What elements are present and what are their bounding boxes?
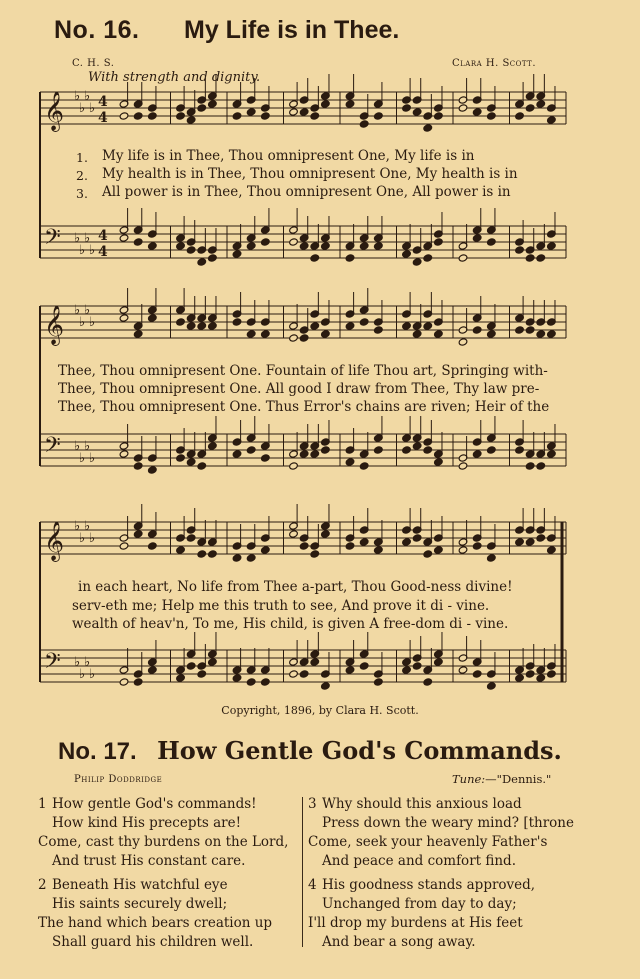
- note-head: [197, 258, 207, 266]
- note-head: [197, 322, 207, 330]
- flat-sign-icon: ♭: [89, 243, 96, 258]
- note-head: [359, 662, 369, 670]
- lyric-line: All power is in Thee, Thou omnipresent One, All power is in: [102, 184, 511, 200]
- flat-sign-icon: ♭: [74, 89, 81, 104]
- flat-sign-icon: ♭: [84, 655, 91, 670]
- poem-line: How kind His precepts are!: [52, 815, 242, 831]
- poem-line: His goodness stands approved,: [322, 877, 536, 893]
- note-head: [359, 242, 369, 250]
- bass-clef-icon: 𝄢: [44, 225, 61, 255]
- note-head: [374, 326, 384, 334]
- note-head: [176, 454, 186, 462]
- note-head: [310, 254, 320, 262]
- hymn17-author: Philip Doddridge: [74, 774, 163, 785]
- note-head: [310, 450, 320, 458]
- note-head: [536, 330, 546, 338]
- note-head: [289, 108, 299, 116]
- note-head: [412, 108, 422, 116]
- note-head: [423, 254, 433, 262]
- poem-line: Unchanged from day to day;: [322, 896, 517, 912]
- flat-sign-icon: ♭: [79, 667, 86, 682]
- note-head: [412, 258, 422, 266]
- note-head: [321, 530, 331, 538]
- lyric-line: Thee, Thou omnipresent One. Fountain of life Thou art, Springing with-: [58, 363, 548, 379]
- note-head: [119, 542, 129, 550]
- note-head: [345, 666, 355, 674]
- note-head: [299, 670, 309, 678]
- note-head: [232, 250, 242, 258]
- note-head: [547, 450, 557, 458]
- note-head: [176, 112, 186, 120]
- poem-line: I'll drop my burdens at His feet: [308, 915, 523, 931]
- note-head: [208, 658, 218, 666]
- note-head: [472, 450, 482, 458]
- note-head: [299, 334, 309, 342]
- poem-line: Why should this anxious load: [322, 796, 522, 812]
- flat-sign-icon: ♭: [89, 451, 96, 466]
- poem-line: The hand which bears creation up: [38, 915, 273, 931]
- note-head: [197, 104, 207, 112]
- note-head: [472, 326, 482, 334]
- note-head: [412, 330, 422, 338]
- note-head: [186, 322, 196, 330]
- note-head: [289, 334, 299, 342]
- note-head: [374, 678, 384, 686]
- note-head: [261, 454, 271, 462]
- flat-sign-icon: ♭: [79, 531, 86, 546]
- flat-sign-icon: ♭: [79, 451, 86, 466]
- note-head: [402, 104, 412, 112]
- note-head: [536, 674, 546, 682]
- poem-line: His saints securely dwell;: [52, 896, 228, 912]
- note-head: [289, 670, 299, 678]
- note-head: [176, 546, 186, 554]
- treble-clef-icon: 𝄞: [44, 91, 65, 131]
- note-head: [345, 322, 355, 330]
- note-head: [423, 124, 433, 132]
- time-signature-top: 4: [98, 94, 108, 110]
- note-head: [458, 104, 468, 112]
- poem-line: Press down the weary mind? [throne: [322, 815, 574, 831]
- note-head: [176, 242, 186, 250]
- note-head: [232, 112, 242, 120]
- note-head: [299, 450, 309, 458]
- note-head: [119, 314, 129, 322]
- note-head: [374, 546, 384, 554]
- time-signature-bottom: 4: [98, 244, 108, 260]
- note-head: [402, 538, 412, 546]
- note-head: [119, 450, 129, 458]
- note-head: [321, 100, 331, 108]
- note-head: [423, 678, 433, 686]
- note-head: [186, 458, 196, 466]
- lyric-line: in each heart, No life from Thee a-part, Thou Good-ness divine!: [78, 579, 513, 595]
- note-head: [487, 446, 497, 454]
- poem-line: And bear a song away.: [322, 934, 476, 950]
- note-head: [208, 100, 218, 108]
- flat-sign-icon: ♭: [89, 101, 96, 116]
- treble-clef-icon: 𝄞: [44, 521, 65, 561]
- note-head: [289, 238, 299, 246]
- note-head: [423, 322, 433, 330]
- note-head: [402, 322, 412, 330]
- time-signature-top: 4: [98, 228, 108, 244]
- note-head: [525, 104, 535, 112]
- note-head: [412, 442, 422, 450]
- note-head: [197, 462, 207, 470]
- note-head: [525, 326, 535, 334]
- note-head: [536, 254, 546, 262]
- hymn17-number: No. 17.: [58, 738, 137, 765]
- note-head: [525, 538, 535, 546]
- verse-number-3: 3.: [76, 186, 88, 201]
- lyric-line: My health is in Thee, Thou omnipresent One, My health is in: [102, 166, 518, 182]
- note-head: [487, 330, 497, 338]
- note-head: [148, 242, 158, 250]
- note-head: [547, 670, 557, 678]
- note-head: [359, 538, 369, 546]
- note-head: [148, 466, 158, 474]
- note-head: [133, 238, 143, 246]
- note-head: [487, 682, 497, 690]
- note-head: [119, 112, 129, 120]
- hymn16-words-credit: C. H. S.: [72, 58, 115, 69]
- note-head: [458, 666, 468, 674]
- flat-sign-icon: ♭: [74, 231, 81, 246]
- note-head: [246, 330, 256, 338]
- flat-sign-icon: ♭: [74, 655, 81, 670]
- flat-sign-icon: ♭: [79, 243, 86, 258]
- stanza-number: 1: [38, 796, 47, 812]
- note-head: [536, 100, 546, 108]
- note-head: [289, 530, 299, 538]
- note-head: [148, 666, 158, 674]
- stanza-number: 3: [308, 796, 317, 812]
- note-head: [299, 542, 309, 550]
- hymn17-tune: [452, 772, 551, 786]
- poem-line: Come, seek your heavenly Father's: [308, 834, 548, 850]
- note-head: [515, 326, 525, 334]
- note-head: [186, 662, 196, 670]
- copyright-notice: Copyright, 1896, by Clara H. Scott.: [221, 704, 419, 717]
- note-head: [487, 112, 497, 120]
- note-head: [246, 242, 256, 250]
- note-head: [321, 682, 331, 690]
- note-head: [345, 542, 355, 550]
- bass-clef-icon: 𝄢: [44, 433, 61, 463]
- note-head: [515, 674, 525, 682]
- note-head: [208, 550, 218, 558]
- note-head: [515, 446, 525, 454]
- note-head: [246, 446, 256, 454]
- flat-sign-icon: ♭: [84, 519, 91, 534]
- note-head: [133, 462, 143, 470]
- note-head: [412, 534, 422, 542]
- note-head: [208, 442, 218, 450]
- lyric-line: My life is in Thee, Thou omnipresent One, My life is in: [102, 148, 475, 164]
- tune-label: Tune:: [452, 772, 486, 786]
- note-head: [148, 314, 158, 322]
- tempo-marking: With strength and dignity.: [88, 70, 261, 85]
- note-head: [176, 318, 186, 326]
- note-head: [119, 234, 129, 242]
- note-head: [402, 446, 412, 454]
- lyric-line: wealth of heav'n, To me, His child, is given A free-dom di - vine.: [72, 616, 509, 632]
- note-head: [148, 112, 158, 120]
- stanza-number: 4: [308, 877, 317, 893]
- verse-number-1: 1.: [76, 150, 88, 165]
- note-head: [289, 462, 299, 470]
- hymn16-number: No. 16.: [54, 16, 140, 44]
- note-head: [487, 238, 497, 246]
- flat-sign-icon: ♭: [74, 439, 81, 454]
- note-head: [359, 318, 369, 326]
- time-signature-bottom: 4: [98, 110, 108, 126]
- note-head: [197, 670, 207, 678]
- flat-sign-icon: ♭: [89, 667, 96, 682]
- poem-line: Shall guard his children well.: [52, 934, 254, 950]
- note-head: [536, 534, 546, 542]
- note-head: [458, 462, 468, 470]
- note-head: [148, 542, 158, 550]
- hymn16-title: My Life is in Thee.: [184, 16, 400, 44]
- note-head: [359, 462, 369, 470]
- note-head: [374, 112, 384, 120]
- flat-sign-icon: ♭: [74, 519, 81, 534]
- note-head: [472, 234, 482, 242]
- poem-line: How gentle God's commands!: [52, 796, 257, 812]
- note-head: [434, 238, 444, 246]
- hymn16-music-credit: Clara H. Scott.: [452, 58, 537, 69]
- note-head: [458, 254, 468, 262]
- note-head: [232, 318, 242, 326]
- note-head: [423, 550, 433, 558]
- note-head: [525, 462, 535, 470]
- note-head: [310, 322, 320, 330]
- treble-clef-icon: 𝄞: [44, 305, 65, 345]
- flat-sign-icon: ♭: [84, 303, 91, 318]
- note-head: [472, 108, 482, 116]
- note-head: [525, 254, 535, 262]
- note-head: [321, 242, 331, 250]
- note-head: [119, 678, 129, 686]
- note-head: [374, 242, 384, 250]
- note-head: [345, 254, 355, 262]
- note-head: [374, 446, 384, 454]
- note-head: [345, 458, 355, 466]
- flat-sign-icon: ♭: [89, 531, 96, 546]
- flat-sign-icon: ♭: [79, 101, 86, 116]
- note-head: [515, 538, 525, 546]
- note-head: [310, 658, 320, 666]
- note-head: [515, 246, 525, 254]
- note-head: [261, 112, 271, 120]
- flat-sign-icon: ♭: [74, 303, 81, 318]
- note-head: [402, 666, 412, 674]
- note-head: [186, 534, 196, 542]
- flat-sign-icon: ♭: [84, 89, 91, 104]
- note-head: [345, 100, 355, 108]
- note-head: [133, 112, 143, 120]
- note-head: [321, 446, 331, 454]
- note-head: [186, 116, 196, 124]
- flat-sign-icon: ♭: [84, 231, 91, 246]
- poem-line: Beneath His watchful eye: [52, 877, 228, 893]
- note-head: [547, 116, 557, 124]
- tune-name: —"Dennis.": [485, 772, 552, 786]
- note-head: [423, 446, 433, 454]
- flat-sign-icon: ♭: [79, 315, 86, 330]
- hymn17-header: [58, 736, 562, 766]
- note-head: [246, 678, 256, 686]
- lyric-line: serv-eth me; Help me this truth to see, And prove it di - vine.: [72, 598, 490, 614]
- note-head: [402, 250, 412, 258]
- note-head: [434, 112, 444, 120]
- note-head: [547, 546, 557, 554]
- note-head: [186, 246, 196, 254]
- note-head: [359, 120, 369, 128]
- poem-line: And peace and comfort find.: [322, 853, 516, 869]
- note-head: [458, 546, 468, 554]
- flat-sign-icon: ♭: [84, 439, 91, 454]
- note-head: [434, 546, 444, 554]
- verse-number-2: 2.: [76, 168, 88, 183]
- lyric-line: Thee, Thou omnipresent One. All good I draw from Thee, Thy law pre-: [58, 381, 540, 397]
- note-head: [547, 242, 557, 250]
- note-head: [261, 678, 271, 686]
- column-divider: [302, 797, 303, 947]
- note-head: [547, 330, 557, 338]
- note-head: [310, 550, 320, 558]
- note-head: [232, 450, 242, 458]
- note-head: [133, 330, 143, 338]
- note-head: [487, 554, 497, 562]
- flat-sign-icon: ♭: [89, 315, 96, 330]
- note-head: [525, 670, 535, 678]
- note-head: [434, 658, 444, 666]
- note-head: [261, 546, 271, 554]
- note-head: [434, 330, 444, 338]
- note-head: [261, 330, 271, 338]
- note-head: [299, 108, 309, 116]
- note-head: [197, 550, 207, 558]
- note-head: [208, 322, 218, 330]
- poem-line: And trust His constant care.: [52, 853, 246, 869]
- note-head: [176, 674, 186, 682]
- note-head: [472, 670, 482, 678]
- note-head: [472, 542, 482, 550]
- note-head: [434, 458, 444, 466]
- note-head: [515, 112, 525, 120]
- note-head: [310, 112, 320, 120]
- note-head: [133, 530, 143, 538]
- poem-line: Come, cast thy burdens on the Lord,: [38, 834, 289, 850]
- hymn17-title: How Gentle God's Commands.: [157, 736, 562, 765]
- note-head: [261, 238, 271, 246]
- lyric-line: Thee, Thou omnipresent One. Thus Error's chains are riven; Heir of the: [58, 399, 550, 415]
- note-head: [412, 662, 422, 670]
- note-head: [246, 108, 256, 116]
- note-head: [299, 242, 309, 250]
- note-head: [232, 674, 242, 682]
- note-head: [208, 254, 218, 262]
- stanza-number: 2: [38, 877, 47, 893]
- note-head: [536, 462, 546, 470]
- note-head: [133, 678, 143, 686]
- note-head: [321, 330, 331, 338]
- note-head: [246, 554, 256, 562]
- note-head: [458, 338, 468, 346]
- bass-clef-icon: 𝄢: [44, 649, 61, 679]
- note-head: [232, 554, 242, 562]
